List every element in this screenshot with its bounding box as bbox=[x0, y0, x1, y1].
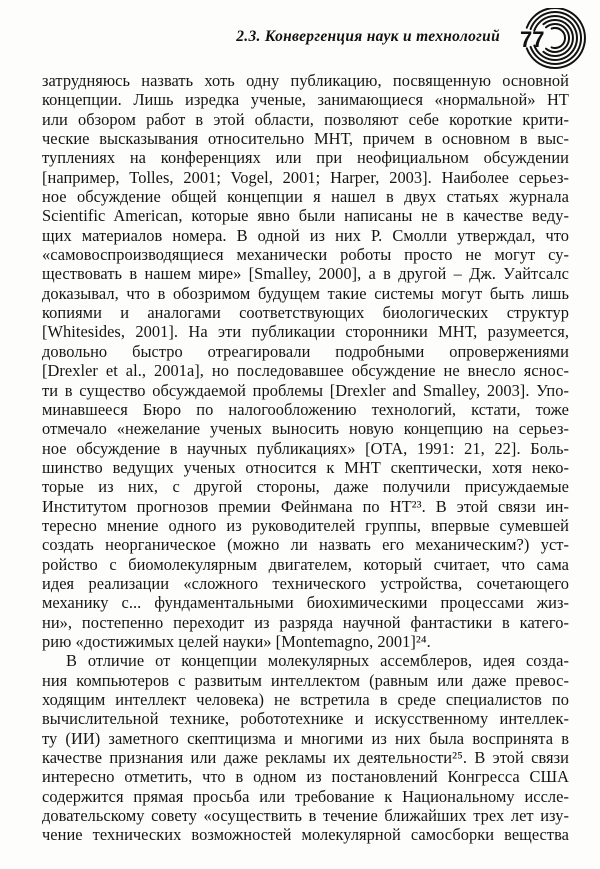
text-line: ное обсуждение в научных публикациях» [OTA, 1991: 21, 22]. Боль- bbox=[42, 438, 569, 458]
text-line: довательскому совету «осуществить в течение ближайших трех лет изу- bbox=[42, 806, 569, 826]
text-line: В отличие от концепции молекулярных ассемблеров, идея созда- bbox=[66, 651, 569, 671]
text-line: вычислительной технике, робототехнике и искусственному интеллек- bbox=[42, 709, 569, 729]
text-line: [например, Tolles, 2001; Vogel, 2001; Harper, 2003]. Наиболее серьез- bbox=[42, 167, 569, 187]
text-line: качестве признания или даже рекламы их деятельности²⁵. В этой связи bbox=[42, 748, 569, 768]
text-line: ния компьютеров с развитым интеллектом (равным или даже превос- bbox=[42, 670, 569, 690]
text-line: [Whitesides, 2001]. На эти публикации сторонники МНТ, разумеется, bbox=[42, 322, 569, 342]
text-line: щих материалов номера. В одной из них Р. Смолли утверждал, что bbox=[42, 225, 569, 245]
text-line: ходящим интеллект человека) не встретила в среде специалистов по bbox=[42, 690, 569, 709]
text-line: «самовоспроизводящиеся механически роботы просто не могут су- bbox=[42, 245, 569, 265]
text-line: затрудняюсь назвать хоть одну публикацию, посвященную основной bbox=[42, 71, 569, 90]
text-line: создать неорганическое (можно ли назвать его механическим?) уст- bbox=[42, 535, 569, 555]
text-line: тересно мнение одного из руководителей группы, впервые сумевшей bbox=[42, 515, 569, 535]
text-line: или обзором работ в этой области, позволяют себе короткие крити- bbox=[42, 109, 569, 129]
text-line: рию «достижимых целей науки» [Montemagno, 2001]²⁴. bbox=[42, 631, 431, 651]
text-line: концепции. Лишь изредка ученые, занимающиеся «нормальной» НТ bbox=[42, 90, 569, 110]
text-line: ройство с биомолекулярным двигателем, который считает, что сама bbox=[42, 554, 569, 574]
text-line: торые из них, с другой стороны, даже получили присуждаемые bbox=[42, 477, 569, 497]
text-line: туплениях на конференциях или при неофициальном обсуждении bbox=[42, 148, 569, 168]
text-line: ческие высказывания относительно МНТ, причем в основном в выс- bbox=[42, 129, 569, 149]
text-line: минавшееся Бюро по налогообложению технологий, кстати, тоже bbox=[42, 399, 569, 419]
text-line: интересно отметить, что в одном из постановлений Конгресса США bbox=[42, 767, 569, 787]
text-line: чение технических возможностей молекулярной самосборки вещества bbox=[42, 825, 569, 845]
text-line: отмечало «нежелание ученых выносить новую концепцию на серьез- bbox=[42, 419, 569, 439]
text-line: ное обсуждение общей концепции я нашел в двух статьях журнала bbox=[42, 187, 569, 207]
text-line: довольно быстро отреагировали подробными опровержениями bbox=[42, 341, 569, 361]
text-line: идея реализации «сложного технического устройства, сочетающего bbox=[42, 573, 569, 593]
text-line: содержится прямая просьба или требование к Национальному иссле- bbox=[42, 786, 569, 806]
text-line: шинство ведущих ученых относится к МНТ скептически, хотя неко- bbox=[42, 457, 569, 477]
spiral-ornament-icon bbox=[503, 8, 595, 72]
text-line: ни», постепенно переходит из разряда научной фантастики в катего- bbox=[42, 612, 569, 632]
page-number-badge bbox=[503, 8, 595, 72]
text-line: копиями и аналогами соответствующих биологических структур bbox=[42, 303, 569, 323]
text-line: доказывал, что в обозримом будущем такие системы могут быть лишь bbox=[42, 283, 569, 303]
text-line: ществовать в нашем мире» [Smalley, 2000], а в другой – Дж. Уайтсалс bbox=[42, 264, 569, 284]
text-line: Институтом прогнозов премии Фейнмана по НТ²³. В этой связи ин- bbox=[42, 496, 569, 516]
text-line: Scientific American, которые явно были написаны не в качестве веду- bbox=[42, 206, 569, 226]
page-number: 77 bbox=[520, 27, 545, 52]
text-line: [Drexler et al., 2001a], но последовавшее обсуждение не внесло яснос- bbox=[42, 361, 569, 381]
text-line: ти в существо обсуждаемой проблемы [Drexler and Smalley, 2003]. Упо- bbox=[42, 380, 569, 400]
page-text bbox=[42, 71, 569, 845]
text-line: механику с... фундаментальными биохимическими процессами жиз- bbox=[42, 593, 569, 613]
running-head: 2.3. Конвергенция наук и технологий bbox=[236, 28, 500, 45]
text-line: ту (ИИ) заметного скептицизма и многими из них была воспринята в bbox=[42, 728, 569, 748]
